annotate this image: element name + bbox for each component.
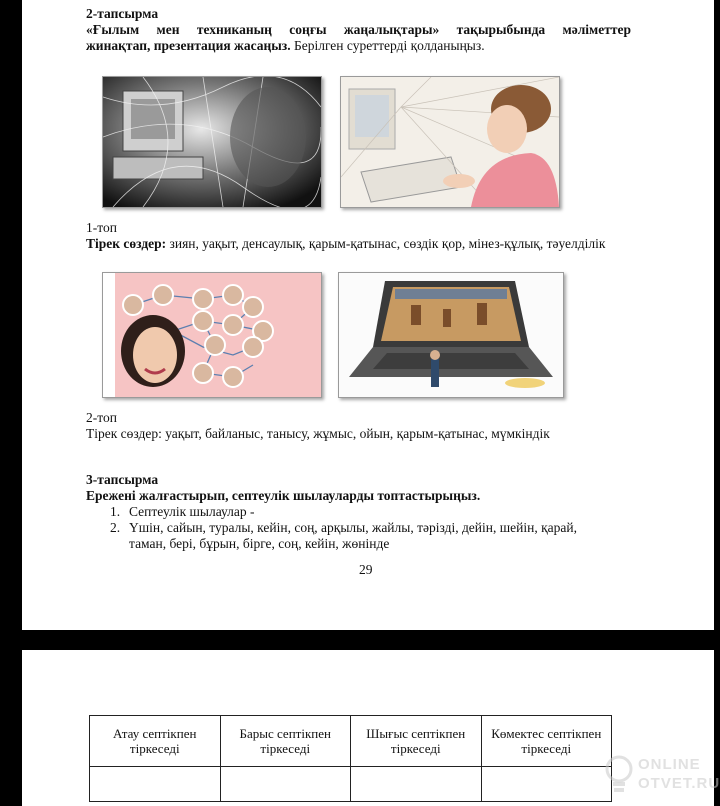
watermark bbox=[604, 748, 720, 802]
cobweb-computer-image bbox=[102, 76, 322, 208]
table-header-row bbox=[90, 716, 612, 767]
table-row bbox=[90, 767, 612, 802]
task2-title: 2-тапсырма bbox=[86, 6, 159, 21]
task2-instruction-bold: жинақтап, презентация жасаңыз. bbox=[86, 38, 291, 53]
page-number: 29 bbox=[359, 562, 373, 577]
task3-item-1-number: 1. bbox=[110, 504, 121, 519]
table-cell bbox=[90, 767, 221, 802]
task3-item-1-text: Септеулік шылаулар - bbox=[129, 504, 255, 519]
group1-title: 1-топ bbox=[86, 220, 117, 235]
case-table bbox=[89, 715, 612, 802]
header-line1: Шығыс септікпен bbox=[366, 726, 466, 741]
header-line1: Барыс септікпен bbox=[239, 726, 331, 741]
header-line1: Атау септікпен bbox=[113, 726, 197, 741]
watermark-line2: OTVET.RU bbox=[638, 775, 720, 792]
task2-instruction-normal: Берілген суреттерді қолданыңыз. bbox=[290, 38, 485, 53]
group1-keywords bbox=[86, 236, 605, 252]
group1-keywords-label: Тірек сөздер: bbox=[86, 236, 167, 251]
lightbulb-icon bbox=[604, 754, 634, 798]
group1-keywords-text: зиян, уақыт, денсаулық, қарым-қатынас, сөздік қор, мінез-құлық, тәуелділік bbox=[166, 236, 606, 251]
table-header-ablative bbox=[351, 716, 482, 767]
task2-instruction-line2 bbox=[86, 38, 485, 54]
table-header-nominative bbox=[90, 716, 221, 767]
task2-instruction-line1: «Ғылым мен техниканың соңғы жаңалықтары» тақырыбында мәліметтер bbox=[86, 22, 631, 37]
task3-item-2-text-continued: таман, бері, бұрын, бірге, соң, кейін, жөнінде bbox=[129, 536, 390, 551]
table-header-dative bbox=[220, 716, 351, 767]
table-header-instrumental bbox=[481, 716, 612, 767]
task3-instruction: Ережені жалғастырып, септеулік шылауларды топтастырыңыз. bbox=[86, 488, 481, 503]
header-line2: тіркеседі bbox=[521, 741, 572, 756]
group2-title: 2-топ bbox=[86, 410, 117, 425]
watermark-line1: ONLINE bbox=[638, 756, 701, 773]
task3-title: 3-тапсырма bbox=[86, 472, 159, 487]
header-line1: Көмектес септікпен bbox=[491, 726, 602, 741]
social-network-image bbox=[102, 272, 322, 398]
header-line2: тіркеседі bbox=[390, 741, 441, 756]
header-line2: тіркеседі bbox=[260, 741, 311, 756]
document-page-1 bbox=[22, 0, 714, 630]
table-cell bbox=[351, 767, 482, 802]
table-cell bbox=[220, 767, 351, 802]
group2-keywords: Тірек сөздер: уақыт, байланыс, танысу, жұмыс, ойын, қарым-қатынас, мүмкіндік bbox=[86, 426, 550, 441]
table-cell bbox=[481, 767, 612, 802]
header-line2: тіркеседі bbox=[129, 741, 180, 756]
laptop-virtual-world-image bbox=[338, 272, 564, 398]
task3-item-2-text: Үшін, сайын, туралы, кейін, соң, арқылы, жайлы, тәрізді, дейін, шейін, қарай, bbox=[129, 520, 577, 535]
task3-item-2-number: 2. bbox=[110, 520, 121, 535]
girl-at-computer-image bbox=[340, 76, 560, 208]
